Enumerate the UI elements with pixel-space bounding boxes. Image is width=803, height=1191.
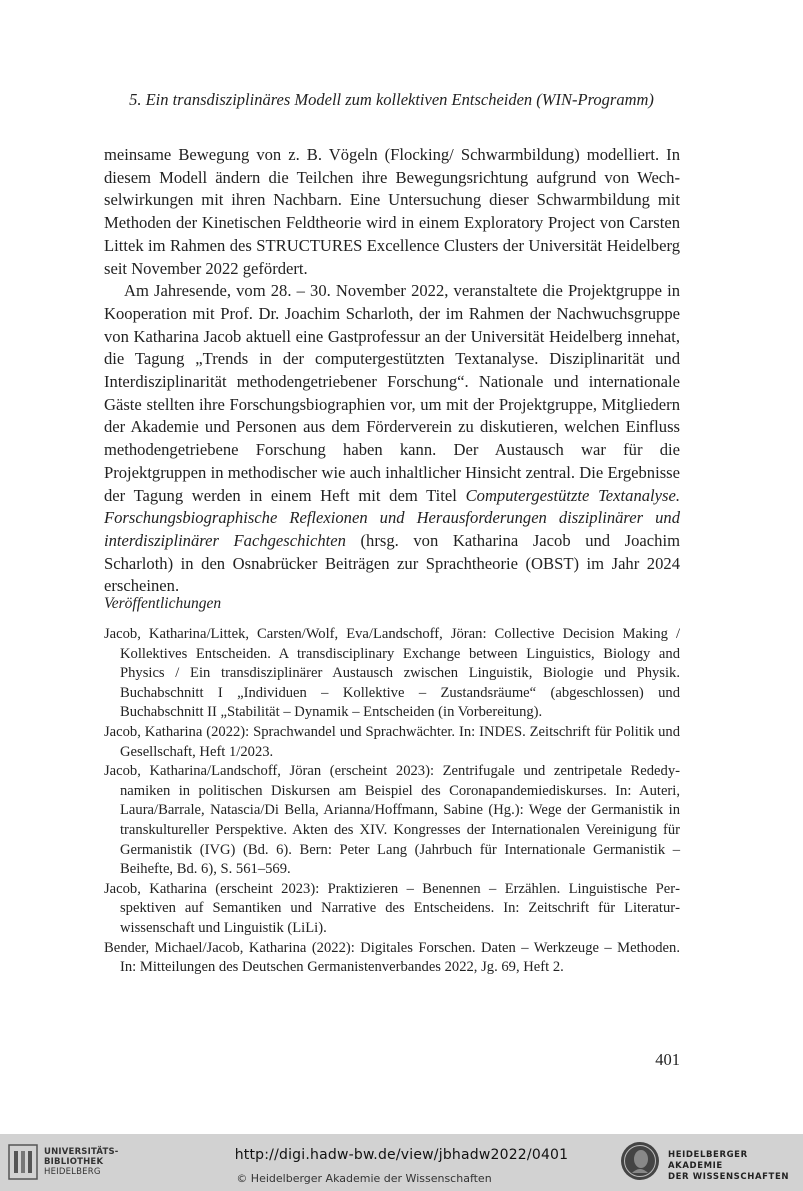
copyright-notice: © Heidelberger Akademie der Wissenschaften xyxy=(236,1172,492,1185)
reference-item: Jacob, Katharina/Landschoff, Jöran (erscheint 2023): Zentrifugale und zentripetale Rededynamiken in politischen Diskursen am Beispiel des Coronapandemiediskurses. In: Auteri, Laura/Barrale, Natascia/Di Bella, Arianna/Hoffmann, Sabine (Hg.): Wege der Germanistik in transkultureller Perspektive. Akten des XIV. Kongresses der Internationalen Vereinigung für Germanistik (IVG) (Bd. 6). Bern: Peter Lang (Jahrbuch für Internationale Germanistik – Beihefte, Bd. 6), S. 561–569. xyxy=(104,763,680,878)
paragraph-2-end: (hrsg. von Katharina Jacob und Joachim Scharloth) in den Osnabrücker Beiträgen zur Sprachtheorie (OBST) im Jahr 2024 erscheinen. xyxy=(104,530,680,596)
footer-bar xyxy=(0,1134,803,1191)
reference-item: Jacob, Katharina (erscheint 2023): Praktizieren – Benennen – Erzählen. Linguistische Perspektiven auf Semantiken und Narrative des Entscheidens. In: Zeitschrift für Literaturwissenschaft und Linguistik (LiLi). xyxy=(104,880,680,936)
library-line-3: HEIDELBERG xyxy=(44,1167,101,1177)
page-number: 401 xyxy=(655,1050,680,1069)
body-text xyxy=(104,144,680,598)
paragraph-2 xyxy=(104,280,680,598)
academy-line-2: DER WISSENSCHAFTEN xyxy=(668,1172,790,1182)
academy-line-1: HEIDELBERGER AKADEMIE xyxy=(668,1150,748,1171)
section-title-publications: Veröffentlichungen xyxy=(104,595,222,612)
paragraph-2-text: Am Jahresende, vom 28. – 30. November 2022, veranstaltete die Projektgruppe in Kooperation mit Prof. Dr. Joachim Scharloth, der im Rahmen der Nachwuchsgruppe von Katharina Jacob aktuell eine Gastprofessur an der Universität Heidelberg innehat, die Tagung „Trends in der computergestützten Textanalyse. Disziplinarität und Interdisziplinarität methodengetriebener Forschung“. Nationale und internationale Gäste stellten ihre Forschungsbiographien vor, um mit der Projektgruppe, Mitgliedern der Akademie und Personen aus dem Förderverein zu diskutieren, welchen Einfluss methodengetriebene Forschung haben kann. Der Austausch war für die Projektgruppen in methodischer wie auch inhaltlicher Hinsicht zentral. Die Ergebnisse der Tagung werden in einem Heft mit dem Titel xyxy=(104,281,680,505)
reference-item: Jacob, Katharina/Littek, Carsten/Wolf, Eva/Landschoff, Jöran: Collective Decision Making / Kollektives Entscheiden. A transdisciplinary Exchange between Linguistics, Biology and Physics / Ein transdisziplinärer Austausch zwischen Linguistik, Biologie und Physik. Buchabschnitt I „Individuen – Kollektive – Zustandsräume“ (abgeschlossen) und Buchabschnitt II „Stabilität – Dynamik – Entscheiden (in Vorbereitung). xyxy=(104,626,680,721)
permalink-url[interactable]: http://digi.hadw-bw.de/view/jbhadw2022/0401 xyxy=(234,1147,569,1163)
paragraph-1: meinsame Bewegung von z. B. Vögeln (Flocking/ Schwarmbildung) modelliert. In diesem Modell ändern die Teilchen ihre Bewegungsrichtung aufgrund von Wechselwirkungen mit ihren Nachbarn. Eine Untersuchung dieser Schwarmbildung mit Methoden der Kinetischen Feldtheorie wird in einem Exploratory Project von Carsten Littek im Rahmen des STRUCTURES Excellence Clusters der Universität Heidelberg seit November 2022 gefördert. xyxy=(104,145,680,278)
reference-list xyxy=(104,625,680,978)
library-line-2: BIBLIOTHEK xyxy=(44,1157,104,1167)
library-line-1: UNIVERSITÄTS- xyxy=(44,1147,119,1157)
running-header: 5. Ein transdisziplinäres Modell zum kollektiven Entscheiden (WIN-Programm) xyxy=(129,90,654,109)
reference-item: Jacob, Katharina (2022): Sprachwandel und Sprachwächter. In: INDES. Zeitschrift für Politik und Gesellschaft, Heft 1/2023. xyxy=(104,723,680,760)
academy-seal-icon xyxy=(620,1141,660,1181)
reference-item: Bender, Michael/Jacob, Katharina (2022): Digitales Forschen. Daten – Werkzeuge – Methoden. In: Mitteilungen des Deutschen Germanistenverbandes 2022, Jg. 69, Heft 2. xyxy=(104,939,680,976)
paragraph-2-title: Computergestützte Textanalyse. Forschungsbiographische Reflexionen und Herausforderungen disziplinärer und interdisziplinärer Fachgeschichten xyxy=(104,485,680,550)
academy-name xyxy=(668,1150,803,1183)
